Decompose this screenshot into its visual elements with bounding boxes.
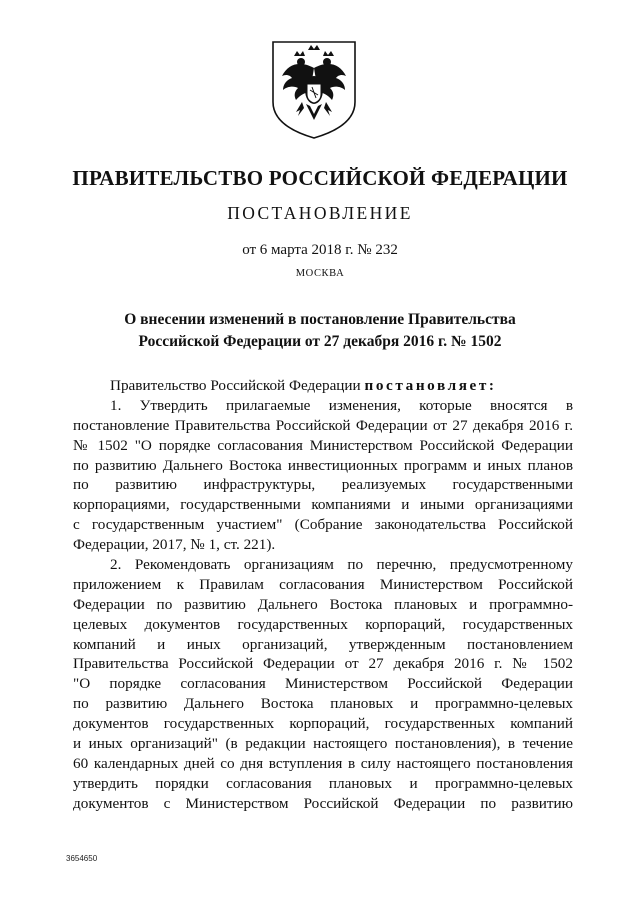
decree-date-number: от 6 марта 2018 г. № 232 (242, 242, 398, 258)
paragraph-line: постановление Правительства Российской Федерации от 27 декабря 2016 г. (73, 416, 573, 434)
paragraph-line: документов государственных корпораций, государственных компаний (73, 715, 573, 733)
paragraph-line: компаний и иных организаций, утвержденным постановлением (73, 635, 573, 653)
paragraph-line: с государственным участием" (Собрание законодательства Российской (73, 516, 573, 534)
paragraph-line: и иных организаций" (в редакции настоящего постановления), в течение (73, 735, 573, 753)
subject-line-2: Российской Федерации от 27 декабря 2016 г. № 1502 (138, 333, 502, 350)
decree-title: ПОСТАНОВЛЕНИЕ (227, 203, 413, 223)
intro-line (73, 376, 573, 396)
paragraph-line: по развитию инфраструктуры, реализуемых государственными (73, 476, 573, 494)
paragraph-line: корпорациями, государственными компаниями и иными организациями (73, 496, 573, 514)
paragraph-line: целевых документов государственных корпораций, государственных (73, 615, 573, 633)
paragraph-line: утвердить порядки согласования плановых и программно-целевых (73, 774, 573, 792)
paragraph-line: по развитию Дальнего Востока инвестиционных программ и иных планов (73, 456, 573, 474)
paragraph-line: 60 календарных дней со дня вступления в силу настоящего постановления (73, 754, 573, 772)
paragraph-line: "О порядке согласования Министерством Российской Федерации (73, 675, 573, 693)
paragraph-line: документов с Министерством Российской Федерации по развитию (73, 794, 573, 812)
paragraph-line: по развитию Дальнего Востока плановых и программно-целевых (73, 695, 573, 713)
city-label: МОСКВА (295, 268, 345, 279)
decree-body (73, 376, 573, 814)
subject-line-1: О внесении изменений в постановление Правительства (124, 311, 516, 328)
document-code: 3654650 (66, 854, 98, 863)
paragraph-line: Федерации, 2017, № 1, ст. 221). (73, 536, 276, 554)
paragraph-line: № 1502 "О порядке согласования Министерством Российской Федерации (73, 436, 573, 454)
paragraph-line: приложением к Правилам согласования Министерством Российской (73, 575, 573, 593)
intro-text: Правительство Российской Федерации (110, 377, 361, 394)
decree-subject (0, 309, 640, 353)
government-title: ПРАВИТЕЛЬСТВО РОССИЙСКОЙ ФЕДЕРАЦИИ (72, 166, 568, 190)
paragraph-line: Федерации по развитию Дальнего Востока плановых и программно- (73, 595, 573, 613)
paragraph-line: Правительства Российской Федерации от 27 декабря 2016 г. № 1502 (73, 655, 573, 673)
coat-of-arms-icon (270, 40, 358, 140)
paragraph-line: 2. Рекомендовать организациям по перечню, предусмотренному (110, 556, 573, 574)
paragraph-2 (73, 555, 573, 814)
paragraph-1 (73, 396, 573, 555)
intro-verb: постановляет: (364, 377, 497, 394)
paragraph-line: 1. Утвердить прилагаемые изменения, которые вносятся в (110, 396, 573, 414)
